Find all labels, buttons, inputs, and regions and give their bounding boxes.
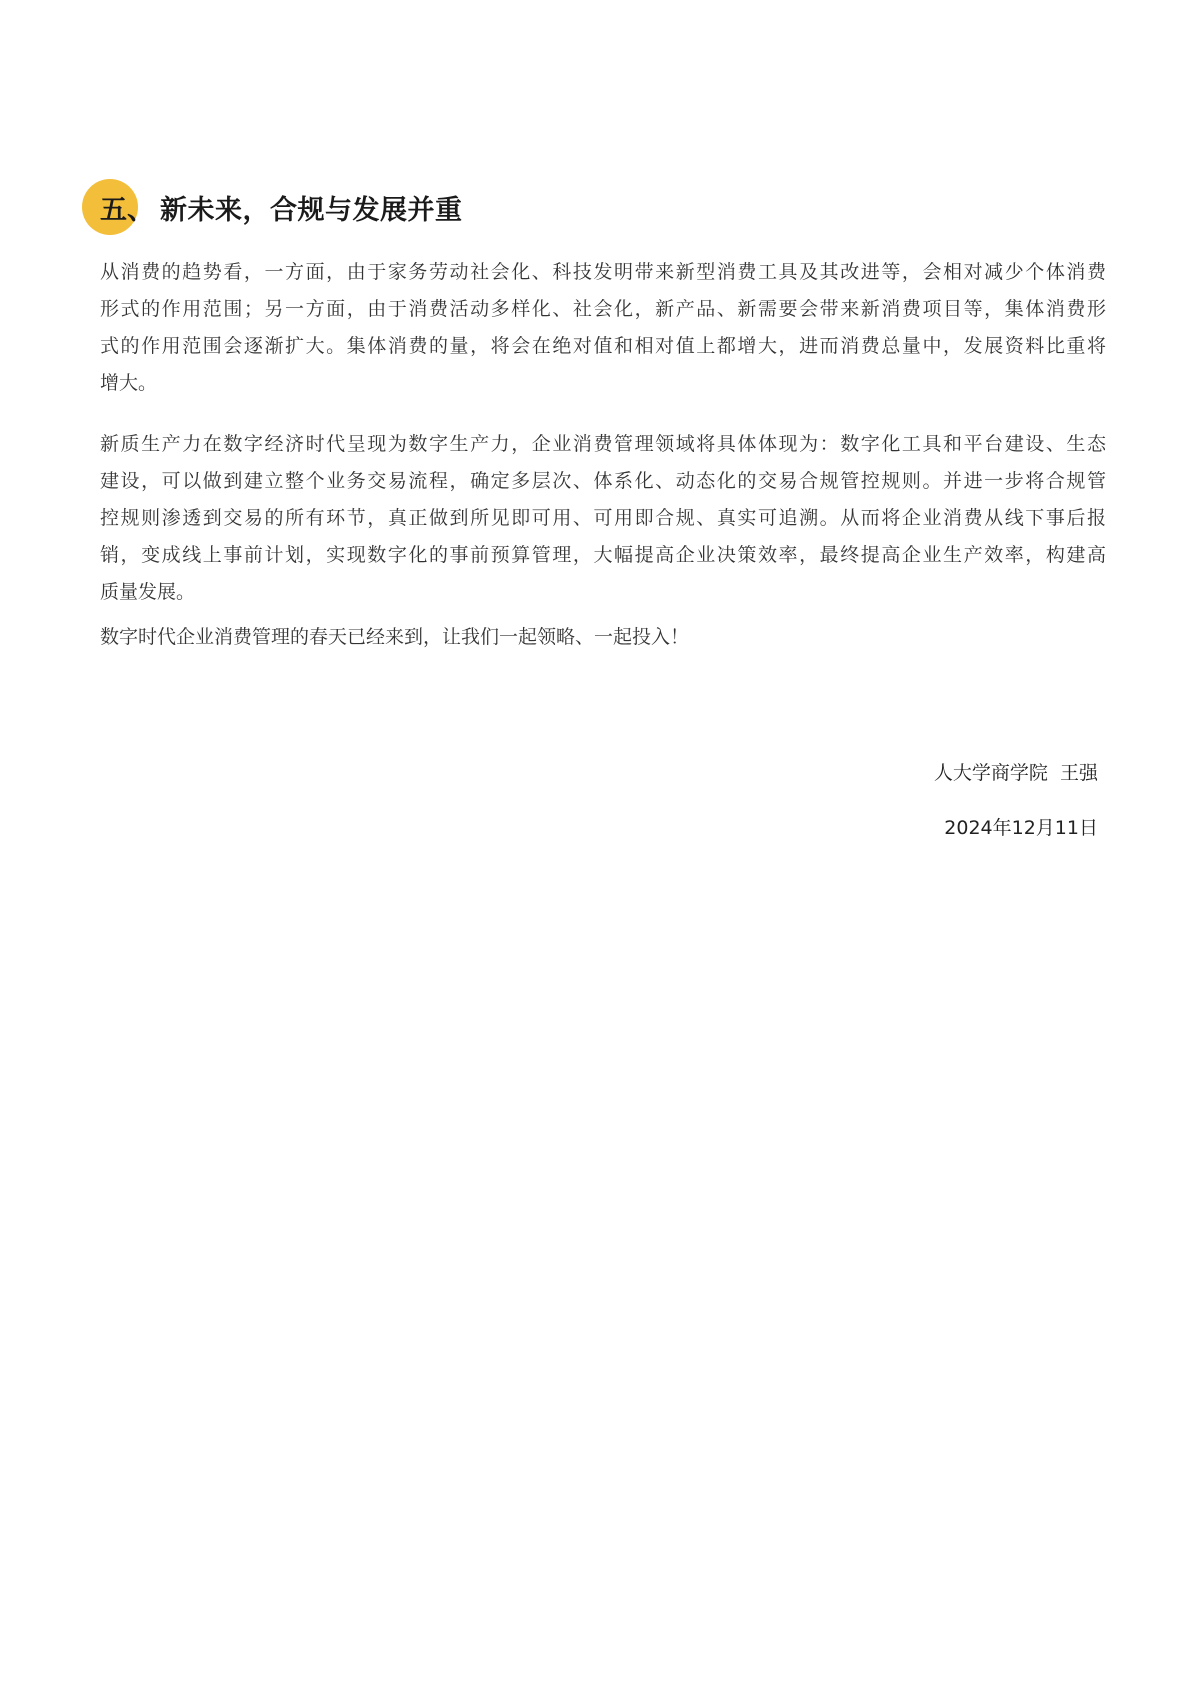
paragraph-line: 控规则渗透到交易的所有环节，真正做到所见即可用、可用即合规、真实可追溯。从而将企业消费从线下事后报 xyxy=(100,507,1106,529)
section-heading xyxy=(82,179,463,235)
section-title: 新未来，合规与发展并重 xyxy=(160,194,463,226)
paragraph-line: 销，变成线上事前计划，实现数字化的事前预算管理，大幅提高企业决策效率，最终提高企业生产效率，构建高 xyxy=(100,544,1106,566)
paragraph-line: 质量发展。 xyxy=(100,581,196,603)
paragraph-line: 式的作用范围会逐渐扩大。集体消费的量，将会在绝对值和相对值上都增大，进而消费总量中，发展资料比重将 xyxy=(100,335,1106,357)
paragraph-consumption-trend xyxy=(100,254,1106,402)
signature-date: 2024年12月11日 xyxy=(944,817,1098,839)
paragraph-line: 新质生产力在数字经济时代呈现为数字生产力，企业消费管理领域将具体体现为：数字化工具和平台建设、生态 xyxy=(100,433,1106,455)
paragraph-line: 建设，可以做到建立整个业务交易流程，确定多层次、体系化、动态化的交易合规管控规则。并进一步将合规管 xyxy=(100,470,1106,492)
paragraph-line: 形式的作用范围；另一方面，由于消费活动多样化、社会化，新产品、新需要会带来新消费项目等，集体消费形 xyxy=(100,298,1106,320)
paragraph-line: 数字时代企业消费管理的春天已经来到，让我们一起领略、一起投入！ xyxy=(100,626,690,648)
signature-author: 人大学商学院 王强 xyxy=(933,762,1098,784)
paragraph-digital-productivity xyxy=(100,426,1106,611)
paragraph-line: 从消费的趋势看，一方面，由于家务劳动社会化、科技发明带来新型消费工具及其改进等，会相对减少个体消费 xyxy=(100,261,1106,283)
paragraph-line: 增大。 xyxy=(100,372,158,394)
paragraph-closing xyxy=(100,619,1106,656)
section-number: 五、 xyxy=(100,194,154,226)
